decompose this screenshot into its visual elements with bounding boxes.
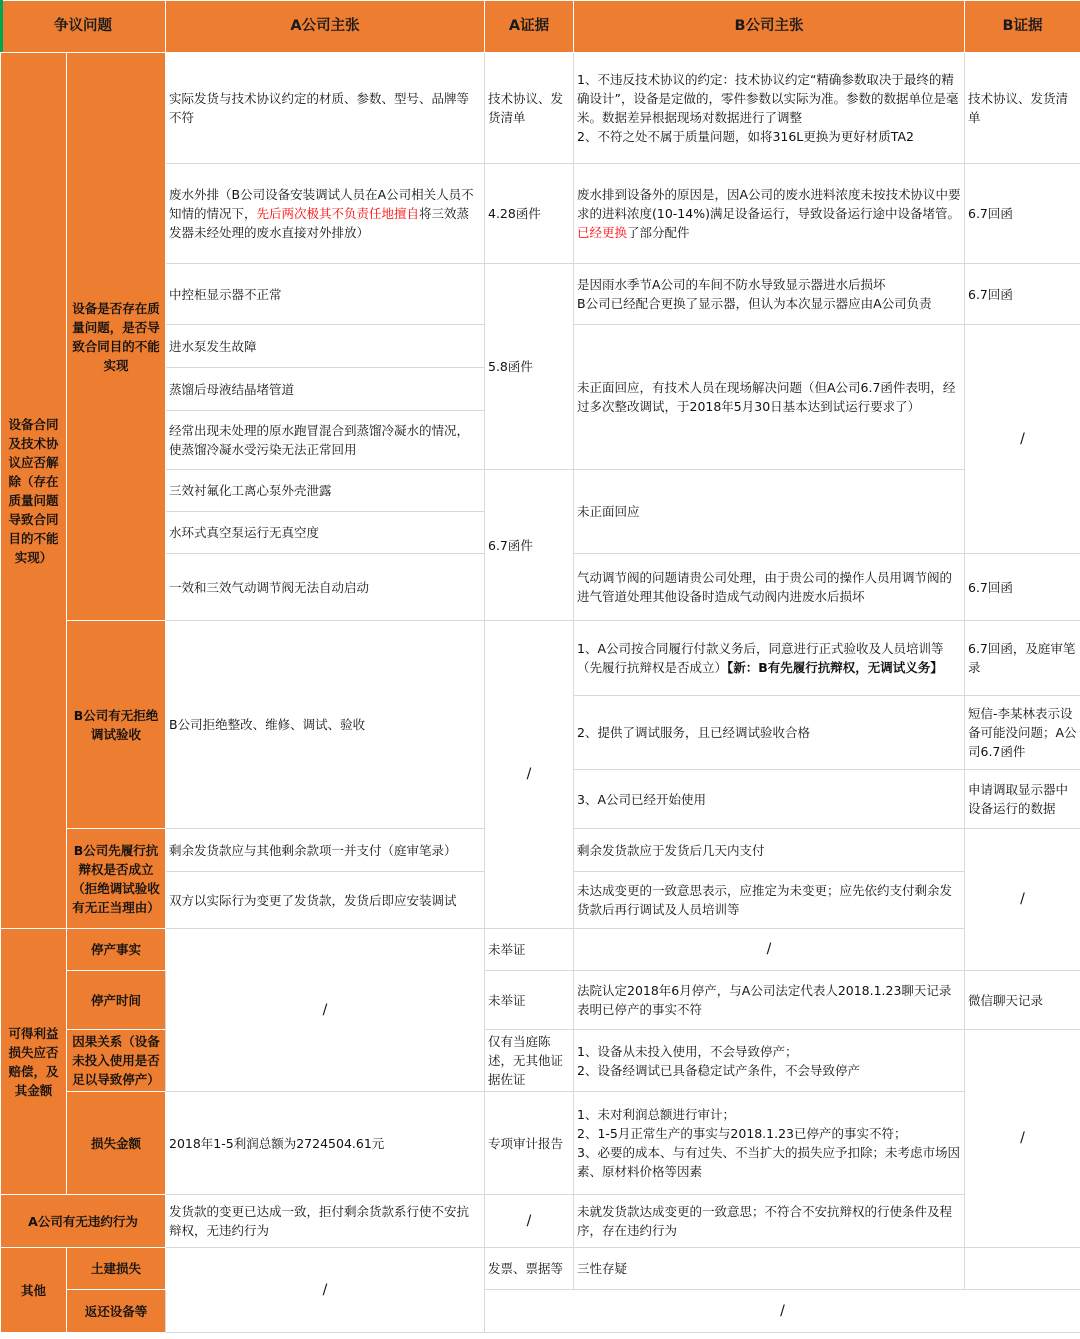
cell-b-evidence: 6.7回函: [965, 264, 1080, 325]
cell-a-claim: 实际发货与技术协议约定的材质、参数、型号、品牌等不符: [166, 53, 485, 164]
text-normal: 废水排到设备外的原因是，因A公司的废水进料浓度未按技术协议中要求的进料浓度(10-14%)满足设备运行，导致设备运行途中设备堵管。: [577, 187, 961, 221]
text-normal: 将三效蒸发器未经处理的废水直接对外排放）: [169, 206, 470, 240]
cell-a-claim: /: [166, 929, 485, 1092]
cell-b-evidence: 短信-李某林表示设备可能没问题；A公司6.7函件: [965, 696, 1080, 770]
subsection-return-equipment: 返还设备等: [67, 1290, 166, 1333]
cell-b-evidence: 微信聊天记录: [965, 971, 1080, 1030]
cell-b-evidence: /: [965, 1030, 1080, 1248]
section-other: 其他: [1, 1248, 67, 1333]
subsection-stop-time: 停产时间: [67, 971, 166, 1030]
cell-a-evidence: 专项审计报告: [485, 1092, 574, 1195]
cell-b-claim: 三性存疑: [574, 1248, 965, 1290]
subsection-loss-amount: 损失金额: [67, 1092, 166, 1195]
table-row: [1, 1195, 1080, 1248]
cell-a-claim: /: [166, 1248, 485, 1333]
cell-a-evidence: 4.28函件: [485, 164, 574, 264]
left-green-marker: [0, 0, 3, 52]
cell-merged-rest: /: [485, 1290, 1080, 1333]
cell-a-claim: [166, 164, 485, 264]
cell-b-evidence: 技术协议、发货清单: [965, 53, 1080, 164]
cell-b-claim: 未达成变更的一致意思表示，应推定为未变更；应先依约支付剩余发货款后再行调试及人员培训等: [574, 872, 965, 929]
cell-a-claim: 剩余发货款应与其他剩余款项一并支付（庭审笔录）: [166, 829, 485, 872]
table-row: [1, 929, 1080, 971]
header-row: [1, 1, 1080, 53]
cell-a-evidence: 未举证: [485, 971, 574, 1030]
table-row: [1, 1290, 1080, 1333]
table-row: [1, 971, 1080, 1030]
cell-b-claim: 气动调节阀的问题请贵公司处理，由于贵公司的操作人员用调节阀的进气管道处理其他设备时造成气动阀内进废水后损坏: [574, 554, 965, 621]
cell-b-claim: 2、提供了调试服务，且已经调试验收合格: [574, 696, 965, 770]
subsection-civil-loss: 土建损失: [67, 1248, 166, 1290]
cell-a-claim: B公司拒绝整改、维修、调试、验收: [166, 621, 485, 829]
table-row: [1, 53, 1080, 164]
cell-b-evidence: 6.7回函: [965, 164, 1080, 264]
cell-a-claim: 进水泵发生故障: [166, 325, 485, 368]
cell-b-evidence: /: [965, 325, 1080, 554]
cell-b-claim: [574, 164, 965, 264]
section-a-breach: A公司有无违约行为: [1, 1195, 166, 1248]
cell-b-claim: 1、设备从未投入使用，不会导致停产； 2、设备经调试已具备稳定试产条件，不会导致停产: [574, 1030, 965, 1092]
cell-a-evidence: /: [485, 1195, 574, 1248]
cell-b-evidence: [965, 1248, 1080, 1290]
text-normal: 了部分配件: [627, 225, 690, 240]
subsection-quality: 设备是否存在质量问题，是否导致合同目的不能实现: [67, 53, 166, 621]
cell-a-claim: 经常出现未处理的原水跑冒混合到蒸馏冷凝水的情况，使蒸馏冷凝水受污染无法正常回用: [166, 411, 485, 470]
section-lost-profit: 可得利益损失应否赔偿，及其金额: [1, 929, 67, 1195]
section-contract-termination: 设备合同及技术协议应否解除（存在质量问题导致合同目的不能实现）: [1, 53, 67, 929]
cell-b-claim: /: [574, 929, 965, 971]
cell-a-claim: 双方以实际行为变更了发货款，发货后即应安装调试: [166, 872, 485, 929]
cell-a-claim: 一效和三效气动调节阀无法自动启动: [166, 554, 485, 621]
table-row: [1, 1030, 1080, 1092]
cell-a-claim: 2018年1-5利润总额为2724504.61元: [166, 1092, 485, 1195]
header-a-evidence: A证据: [485, 1, 574, 53]
subsection-prior-defense: B公司先履行抗辩权是否成立（拒绝调试验收有无正当理由）: [67, 829, 166, 929]
cell-b-claim: 3、A公司已经开始使用: [574, 770, 965, 829]
text-normal: 1、A公司按合同履行付款义务后，同意进行正式验收及人员培训等（先履行抗辩权是否成立）: [577, 641, 944, 675]
cell-b-claim: 未正面回应，有技术人员在现场解决问题（但A公司6.7函件表明，经过多次整改调试，于2018年5月30日基本达到试运行要求了）: [574, 325, 965, 470]
cell-b-claim: 未正面回应: [574, 470, 965, 554]
text-bold-note: 【新：B有先履行抗辩权，无调试义务】: [727, 660, 943, 675]
cell-b-evidence: /: [965, 829, 1080, 971]
cell-a-evidence: 仅有当庭陈述，无其他证据佐证: [485, 1030, 574, 1092]
cell-b-claim: 未就发货款达成变更的一致意思；不符合不安抗辩权的行使条件及程序，存在违约行为: [574, 1195, 965, 1248]
table-row: [1, 1248, 1080, 1290]
cell-a-claim: 蒸馏后母液结晶堵管道: [166, 368, 485, 411]
text-highlight-red: 先后两次极其不负责任地擅自: [256, 206, 420, 221]
cell-b-evidence: 6.7回函: [965, 554, 1080, 621]
cell-a-evidence: 6.7函件: [485, 470, 574, 621]
text-normal: 废水外排（B公司设备安装调试人员在A公司相关人员不知情的情况下，: [169, 187, 474, 221]
header-b-evidence: B证据: [965, 1, 1080, 53]
header-issue: 争议问题: [1, 1, 166, 53]
header-b-claim: B公司主张: [574, 1, 965, 53]
cell-b-evidence: 申请调取显示器中设备运行的数据: [965, 770, 1080, 829]
cell-b-claim: 剩余发货款应于发货后几天内支付: [574, 829, 965, 872]
cell-a-claim: 水环式真空泵运行无真空度: [166, 512, 485, 554]
cell-a-claim: 发货款的变更已达成一致，拒付剩余货款系行使不安抗辩权，无违约行为: [166, 1195, 485, 1248]
subsection-causal: 因果关系（设备未投入使用是否足以导致停产）: [67, 1030, 166, 1092]
cell-a-evidence: 技术协议、发货清单: [485, 53, 574, 164]
cell-b-evidence: 6.7回函，及庭审笔录: [965, 621, 1080, 696]
cell-b-claim: [574, 621, 965, 696]
cell-a-evidence: 发票、票据等: [485, 1248, 574, 1290]
text-highlight-red: 已经更换: [577, 225, 628, 240]
cell-a-claim: 中控柜显示器不正常: [166, 264, 485, 325]
subsection-refuse-acceptance: B公司有无拒绝调试验收: [67, 621, 166, 829]
cell-b-claim: 1、不违反技术协议的约定：技术协议约定“精确参数取决于最终的精确设计”，设备是定做的，零件参数以实际为准。参数的数据单位是毫米。数据差异根据现场对数据进行了调整 2、不符之处不属于质量问题，如将316L更换为更好材质TA2: [574, 53, 965, 164]
subsection-stop-fact: 停产事实: [67, 929, 166, 971]
cell-a-evidence: 未举证: [485, 929, 574, 971]
cell-b-claim: 1、未对利润总额进行审计； 2、1-5月正常生产的事实与2018.1.23已停产的事实不符； 3、必要的成本、与有过失、不当扩大的损失应予扣除；未考虑市场因素、原材料价格等因素: [574, 1092, 965, 1195]
table-row: [1, 621, 1080, 696]
cell-a-evidence: /: [485, 621, 574, 929]
header-a-claim: A公司主张: [166, 1, 485, 53]
cell-b-claim: 法院认定2018年6月停产，与A公司法定代表人2018.1.23聊天记录表明已停产的事实不符: [574, 971, 965, 1030]
cell-b-claim: 是因雨水季节A公司的车间不防水导致显示器进水后损坏 B公司已经配合更换了显示器，但认为本次显示器应由A公司负责: [574, 264, 965, 325]
cell-a-evidence: 5.8函件: [485, 264, 574, 470]
cell-a-claim: 三效衬氟化工离心泵外壳泄露: [166, 470, 485, 512]
table-row: [1, 1092, 1080, 1195]
